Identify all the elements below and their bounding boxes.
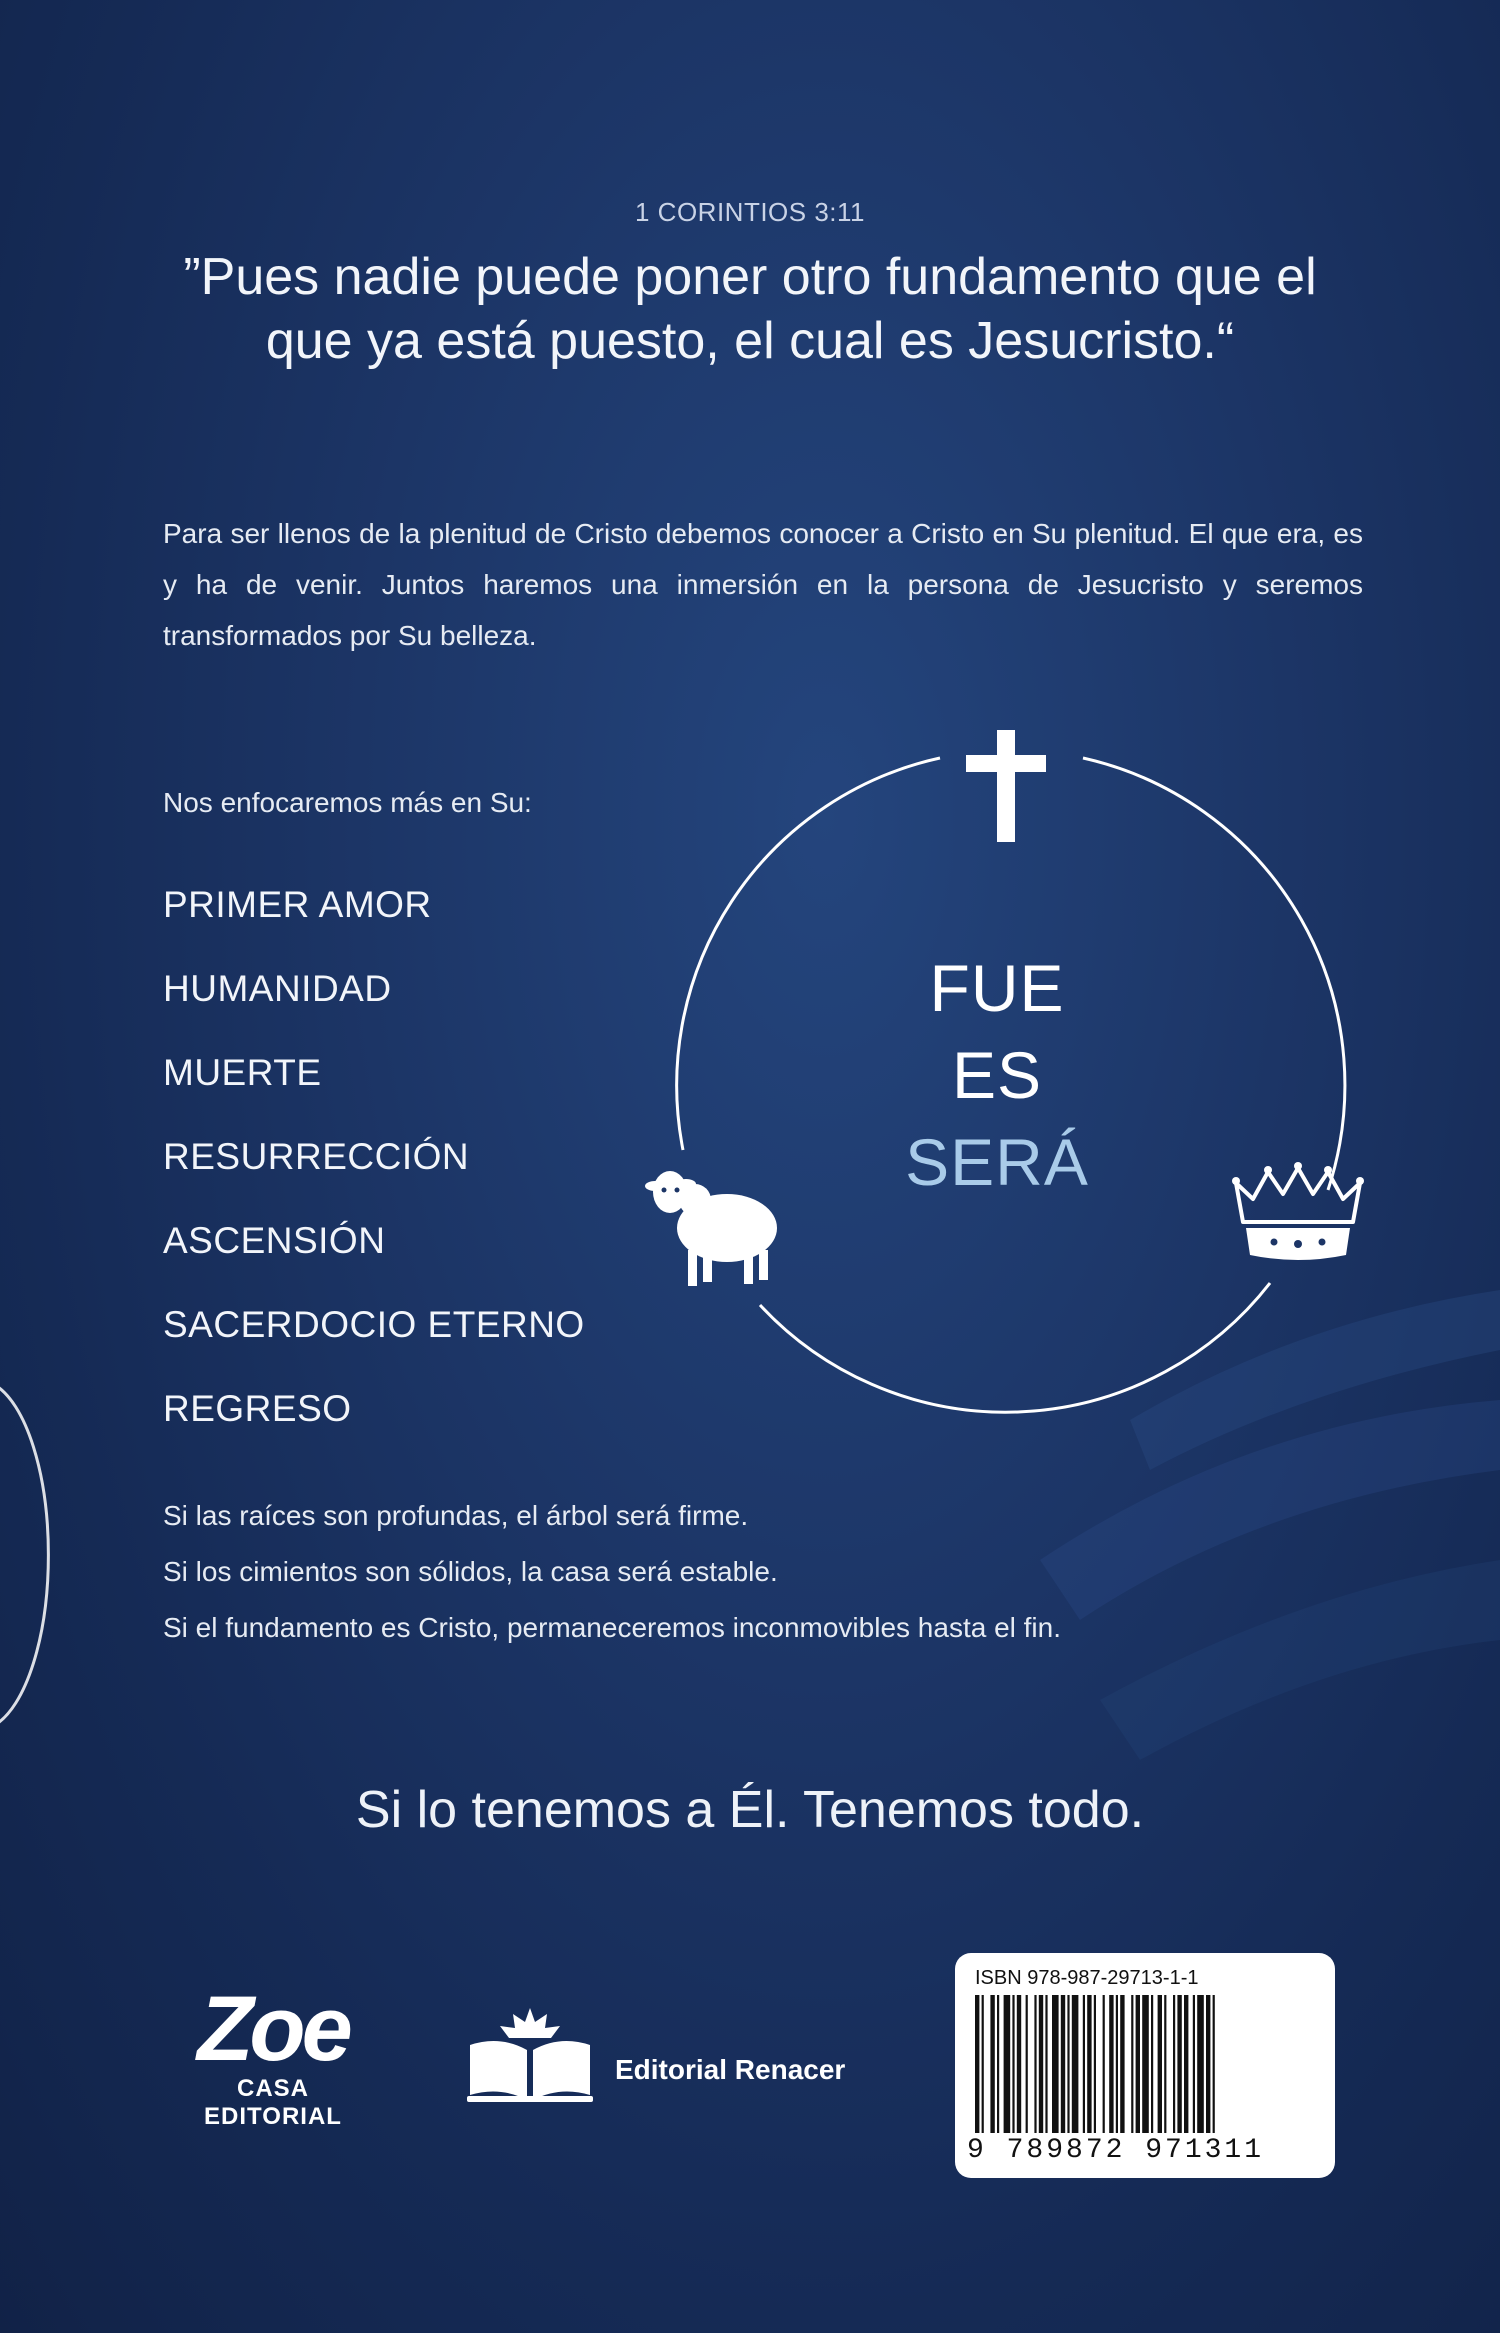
tagline: Si lo tenemos a Él. Tenemos todo. bbox=[355, 1781, 1145, 1839]
topic-item: SACERDOCIO ETERNO bbox=[163, 1304, 585, 1345]
zoe-logo bbox=[168, 1978, 378, 2131]
emblem-word-es: ES bbox=[951, 1038, 1043, 1112]
closing-lines bbox=[163, 1488, 1061, 1656]
bible-reference: 1 CORINTIOS 3:11 bbox=[634, 197, 866, 227]
barcode-digits: 9 789872 971311 bbox=[967, 2135, 1265, 2166]
intro-paragraph: Para ser llenos de la plenitud de Cristo debemos conocer a Cristo en Su plenitud. El que era, es y ha de venir. Juntos haremos una inmersión en la persona de Jesucristo y seremos transformados por Su belleza. bbox=[163, 518, 1363, 651]
topic-item: RESURRECCIÓN bbox=[163, 1136, 470, 1177]
topic-item: MUERTE bbox=[163, 1052, 322, 1093]
topic-item: HUMANIDAD bbox=[163, 968, 392, 1009]
emblem-word-sera: SERÁ bbox=[905, 1125, 1089, 1199]
closing-line: Si los cimientos son sólidos, la casa será estable. bbox=[163, 1556, 778, 1587]
book-sun-icon bbox=[465, 2000, 595, 2110]
closing-line: Si el fundamento es Cristo, permaneceremos inconmovibles hasta el fin. bbox=[163, 1612, 1061, 1643]
barcode bbox=[955, 1953, 1335, 2178]
emblem-word-fue: FUE bbox=[929, 951, 1065, 1025]
barcode-bars bbox=[975, 1995, 1315, 2133]
closing-line: Si las raíces son profundas, el árbol será firme. bbox=[163, 1500, 749, 1531]
renacer-logo-text: Editorial Renacer bbox=[615, 2054, 846, 2085]
zoe-logo-name: Zoe bbox=[197, 1978, 349, 2080]
zoe-logo-subtitle: CASA EDITORIAL bbox=[204, 2075, 342, 2130]
isbn-text: ISBN 978-987-29713-1-1 bbox=[975, 1967, 1199, 1989]
bible-quote: ”Pues nadie puede poner otro fundamento que el que ya está puesto, el cual es Jesucristo.“ bbox=[183, 248, 1317, 370]
topic-item: PRIMER AMOR bbox=[163, 884, 432, 925]
focus-label: Nos enfocaremos más en Su: bbox=[163, 787, 532, 818]
topic-item: ASCENSIÓN bbox=[163, 1220, 386, 1261]
lamb-icon bbox=[645, 1171, 777, 1286]
crown-icon bbox=[1232, 1162, 1364, 1260]
topic-item: REGRESO bbox=[163, 1388, 352, 1429]
cross-icon bbox=[966, 730, 1046, 842]
